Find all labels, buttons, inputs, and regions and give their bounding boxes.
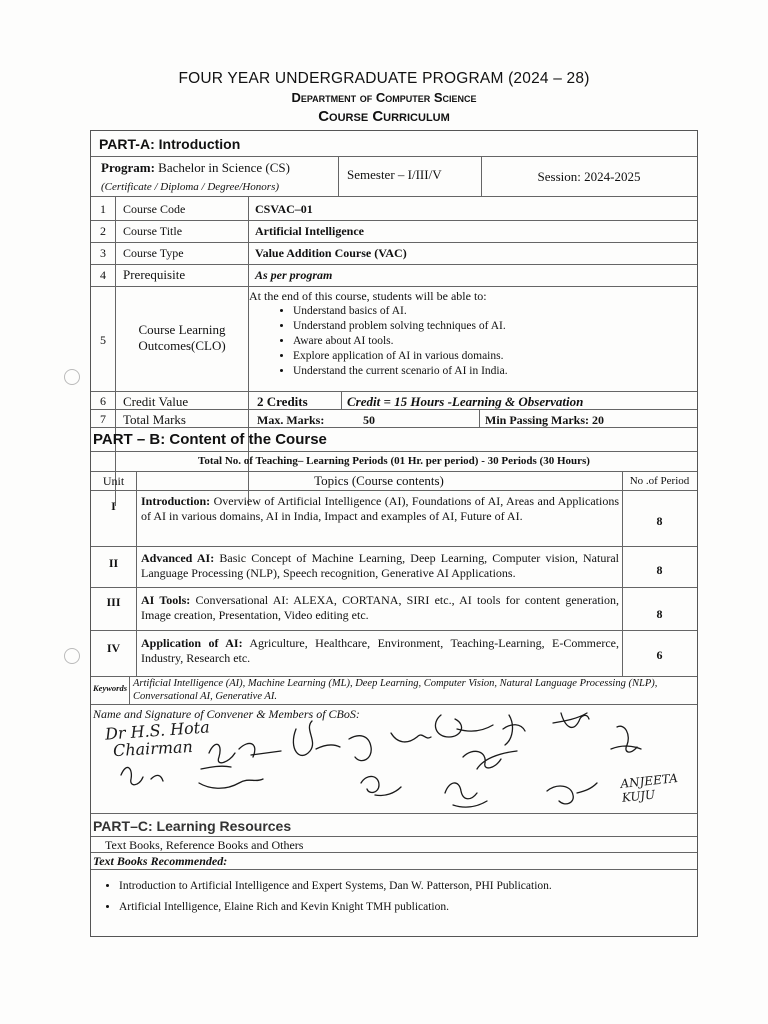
signature-stroke — [199, 766, 263, 788]
unit-periods: 8 — [656, 514, 663, 528]
course-title-label: Course Title — [123, 224, 183, 238]
unit-heading: AI Tools: — [141, 593, 191, 607]
textbooks-heading: Text Books Recommended: — [93, 854, 228, 868]
signature-stroke — [463, 751, 517, 769]
row-number: 7 — [100, 412, 106, 426]
session-cell: Session: 2024-2025 — [537, 169, 641, 184]
unit-topics — [141, 636, 619, 666]
col-periods-header: No .of Period — [629, 475, 690, 487]
unit-text: Basic Concept of Machine Learning, Deep Learning, Computer vision, Natural Language Processing (NLP), Speech recognition, Generative AI Applications. — [141, 551, 619, 580]
clo-label: Course Learning Outcomes(CLO) — [138, 322, 226, 353]
program-cell — [101, 160, 290, 176]
textbook-item: • Artificial Intelligence, Elaine Rich and Kevin Knight TMH publication. — [119, 897, 689, 918]
clo-list — [249, 304, 689, 379]
unit-periods: 8 — [656, 607, 663, 621]
program-value: Bachelor in Science (CS) — [158, 160, 290, 175]
signature-stroke — [435, 715, 493, 737]
row-number: 4 — [100, 268, 106, 282]
part-a-title: PART-A: Introduction — [99, 136, 241, 152]
signature-stroke — [209, 743, 281, 762]
unit-number: IV — [106, 641, 121, 655]
teaching-periods: Total No. of Teaching– Learning Periods (01 Hr. per period) - 30 Periods (30 Hours) — [198, 455, 590, 467]
program-heading: FOUR YEAR UNDERGRADUATE PROGRAM (2024 – 28) — [178, 70, 590, 87]
unit-text: Overview of Artificial Intelligence (AI), Foundations of AI, Areas and Applications of AI in various domains, AI in India, Impact and examples of AI, Future of AI. — [141, 494, 619, 523]
row-number: 1 — [100, 202, 106, 216]
unit-topics — [141, 593, 619, 623]
program-subtext: (Certificate / Diploma / Degree/Honors) — [101, 181, 280, 193]
unit-text: Conversational AI: ALEXA, CORTANA, SIRI etc., AI tools for content generation, Image creation, Presentation, Video editing etc. — [141, 593, 619, 622]
curriculum-sheet — [90, 130, 698, 937]
min-passing-marks: Min Passing Marks: 20 — [485, 413, 605, 427]
punch-hole-bottom — [64, 648, 80, 664]
curriculum-heading: Course Curriculum — [318, 108, 450, 125]
signature-name: Dr H.S. Hota — [104, 717, 211, 744]
signature-name: ANJEETA KUJU — [619, 771, 679, 805]
clo-intro: At the end of this course, students will be able to: — [249, 289, 487, 303]
unit-topics — [141, 494, 619, 524]
signature-stroke — [553, 713, 589, 727]
signature-stroke — [361, 776, 401, 795]
credit-note: Credit = 15 Hours -Learning & Observation — [347, 394, 584, 409]
keywords-label: Keywords — [93, 683, 127, 693]
row-number: 6 — [100, 394, 106, 408]
max-marks-label: Max. Marks: — [257, 413, 325, 427]
unit-topics — [141, 551, 619, 581]
clo-item: • Aware about AI tools. — [293, 334, 689, 349]
signature-stroke — [547, 783, 597, 804]
signature-role: Chairman — [112, 736, 194, 761]
punch-hole-top — [64, 369, 80, 385]
col-unit-header: Unit — [102, 474, 125, 488]
row-number: 3 — [100, 246, 106, 260]
department-heading: Department of Computer Science — [291, 90, 477, 105]
col-topics-header: Topics (Course contents) — [314, 473, 444, 488]
textbooks-list-wrap — [99, 876, 689, 918]
clo-item: • Understand the current scenario of AI in India. — [293, 364, 689, 379]
part-c-title: PART–C: Learning Resources — [93, 818, 292, 834]
unit-number: II — [108, 556, 119, 570]
signature-stroke — [445, 783, 487, 807]
resources-subtitle: Text Books, Reference Books and Others — [105, 838, 304, 852]
credit-label: Credit Value — [123, 394, 189, 409]
row-number: 5 — [100, 333, 106, 347]
unit-number: III — [106, 595, 121, 609]
prerequisite-value: As per program — [255, 268, 333, 282]
max-marks-value: 50 — [363, 413, 375, 427]
part-b-title: PART – B: Content of the Course — [93, 431, 327, 448]
clo-item: • Explore application of AI in various domains. — [293, 349, 689, 364]
row-number: 2 — [100, 224, 106, 238]
unit-heading: Advanced AI: — [141, 551, 215, 565]
clo-item: • Understand basics of AI. — [293, 304, 689, 319]
clo-content — [249, 289, 689, 379]
course-code-label: Course Code — [123, 202, 186, 216]
unit-heading: Application of AI: — [141, 636, 243, 650]
unit-text: Agriculture, Healthcare, Environment, Teaching-Learning, E-Commerce, Industry, Research etc. — [141, 636, 619, 665]
credit-value: 2 Credits — [257, 394, 308, 409]
unit-periods: 8 — [656, 563, 663, 577]
total-marks-label: Total Marks — [123, 412, 186, 427]
signature-stroke — [611, 726, 641, 752]
semester-cell: Semester – I/III/V — [347, 167, 442, 182]
unit-periods: 6 — [656, 648, 663, 662]
prerequisite-label: Prerequisite — [123, 267, 186, 282]
clo-item: • Understand problem solving techniques of AI. — [293, 319, 689, 334]
course-type-value: Value Addition Course (VAC) — [255, 246, 407, 260]
keywords-text: Artificial Intelligence (AI), Machine Learning (ML), Deep Learning, Computer Vision, Natural Language Processing (NLP), Conversational AI, Generative AI. — [133, 678, 658, 702]
program-label: Program: — [101, 160, 155, 175]
signature-scribbles — [91, 709, 697, 819]
signature-stroke — [503, 715, 525, 745]
textbooks-list — [99, 876, 689, 918]
signature-stroke — [121, 767, 163, 784]
textbook-item: • Introduction to Artificial Intelligence and Expert Systems, Dan W. Patterson, PHI Publication. — [119, 876, 689, 897]
signature-stroke — [349, 733, 431, 761]
unit-number: I — [111, 499, 116, 513]
signature-label: Name and Signature of Convener & Members of CBoS: — [93, 707, 360, 721]
unit-heading: Introduction: — [141, 494, 211, 508]
course-title-value: Artificial Intelligence — [255, 224, 364, 238]
signature-stroke — [293, 721, 340, 755]
course-code-value: CSVAC–01 — [255, 202, 313, 216]
course-type-label: Course Type — [123, 246, 184, 260]
